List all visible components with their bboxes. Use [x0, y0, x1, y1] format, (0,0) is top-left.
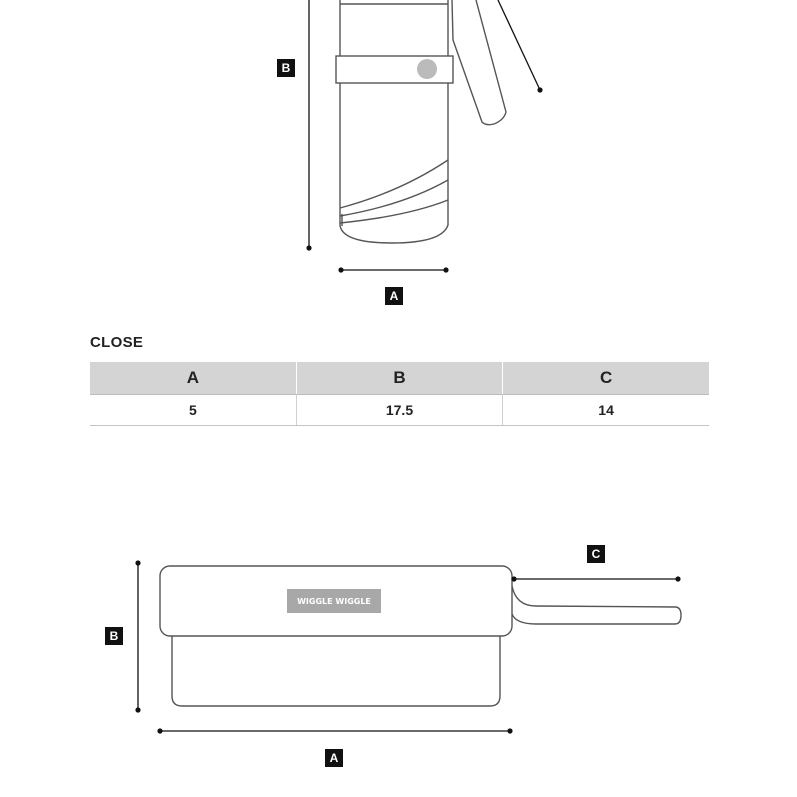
table-cell-b: 17.5	[296, 395, 502, 426]
table-header-b: B	[296, 362, 502, 395]
top-diagonal-dimension	[498, 0, 540, 90]
bottom-label-c: C	[587, 545, 605, 563]
folded-umbrella-drawing	[336, 0, 506, 243]
table-header-c: C	[503, 362, 709, 395]
close-dimensions-table	[90, 362, 709, 426]
table-header-row	[90, 362, 709, 395]
strap-button-icon	[417, 59, 437, 79]
pouch-drawing	[160, 566, 681, 706]
bottom-label-b: B	[105, 627, 123, 645]
bottom-label-a: A	[325, 749, 343, 767]
top-label-b: B	[277, 59, 295, 77]
table-header-a: A	[90, 362, 296, 395]
close-section-title: CLOSE	[90, 334, 144, 351]
table-cell-a: 5	[90, 395, 296, 426]
pouch-logo-text: WIGGLE WIGGLE	[297, 597, 371, 606]
table-cell-c: 14	[503, 395, 709, 426]
top-label-a: A	[385, 287, 403, 305]
table-row	[90, 395, 709, 426]
